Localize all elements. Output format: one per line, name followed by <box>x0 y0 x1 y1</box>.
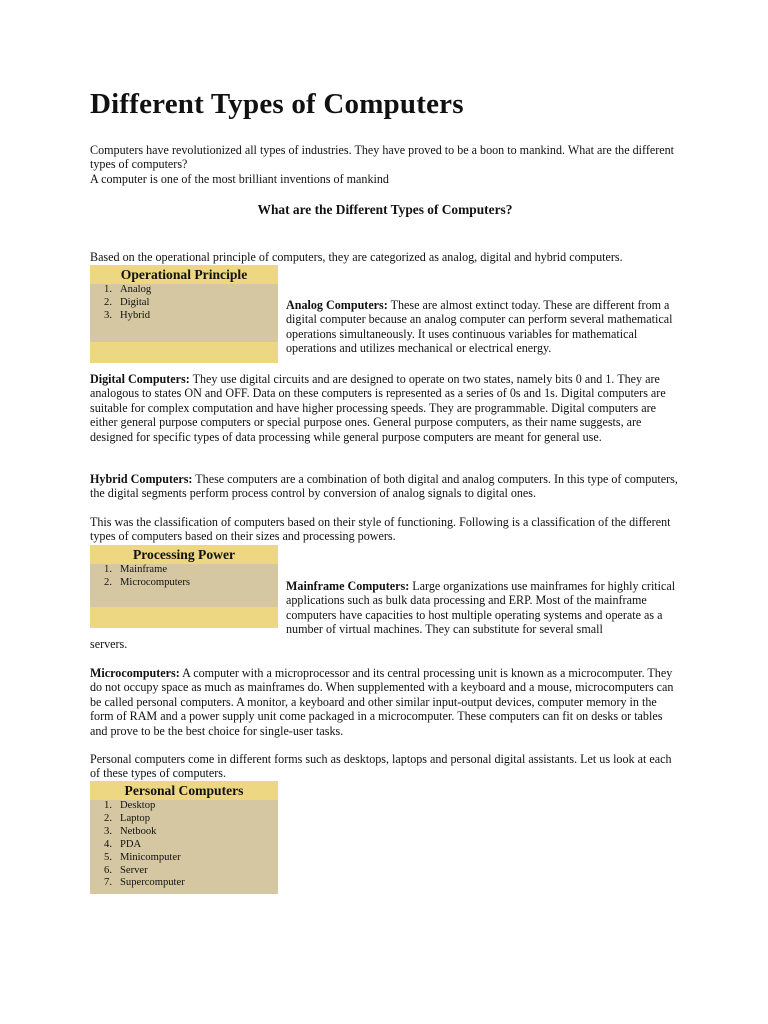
intro-line-1: Computers have revolutionized all types of industries. They have proved to be a boon to mankind. What are the different types of computers? <box>90 143 675 172</box>
operational-principle-box <box>90 265 278 363</box>
size-intro-paragraph: This was the classification of computers based on their style of functioning. Following is a classification of the different types of computers based on their sizes and processing powers. <box>90 515 671 544</box>
digital-paragraph <box>90 372 680 444</box>
list-item: 1. Desktop <box>104 800 156 811</box>
hybrid-label: Hybrid Computers: <box>90 472 193 486</box>
list-item: 7. Supercomputer <box>104 877 185 889</box>
mainframe-continued: servers. <box>90 637 128 651</box>
mainframe-paragraph <box>286 579 680 637</box>
list-item: 3. Netbook <box>104 825 157 837</box>
page-title: Different Types of Computers <box>90 88 464 120</box>
processing-power-list <box>90 564 278 590</box>
microcomputers-paragraph <box>90 666 680 738</box>
analog-label: Analog Computers: <box>286 298 388 312</box>
list-item: 1. Mainframe <box>104 564 168 575</box>
intro-line-2: A computer is one of the most brilliant inventions of mankind <box>90 171 389 186</box>
classification-intro: Based on the operational principle of computers, they are categorized as analog, digital and hybrid computers. <box>90 250 623 264</box>
box-footer-band <box>90 342 278 363</box>
hybrid-paragraph <box>90 472 680 501</box>
digital-text: They use digital circuits and are designed to operate on two states, namely bits 0 and 1. They are analogous to states ON and OFF. Data on these computers is represented as a series of 0s and 1s. Digital computers are suitable for complex computation and have higher processing speeds. They are programmable. Digital computers are either general purpose computers or special purpose ones. General purpose computers, as their name suggests, are designed for specific types of data processing while general purpose computers are meant for general use. <box>90 372 666 444</box>
mainframe-text: Large organizations use mainframes for highly critical applications such as bulk data processing and ERP. Most of the mainframe computers have capacities to host multiple operating systems and operate as a number of virtual machines. They can substitute for several small <box>286 579 676 637</box>
list-item: 6. Server <box>104 864 148 876</box>
list-item: 4. PDA <box>104 838 142 850</box>
processing-power-title: Processing Power <box>90 545 278 564</box>
list-item: 2. Microcomputers <box>104 576 191 588</box>
list-item: 2. Digital <box>104 296 150 308</box>
box-footer-band <box>90 607 278 628</box>
list-item: 2. Laptop <box>104 812 151 824</box>
mainframe-label: Mainframe Computers: <box>286 579 410 593</box>
hybrid-text: These computers are a combination of both digital and analog computers. In this type of computers, the digital segments perform process control by conversion of analog signals to digital ones. <box>90 472 678 501</box>
analog-text: These are almost extinct today. These are different from a digital computer because an analog computer can perform several mathematical operations simultaneously. It uses continuous variables for mathematical operations and utilizes mechanical or electrical energy. <box>286 298 673 356</box>
operational-principle-title: Operational Principle <box>90 265 278 284</box>
digital-label: Digital Computers: <box>90 372 190 386</box>
microcomputers-label: Microcomputers: <box>90 666 180 680</box>
personal-computers-box <box>90 781 278 894</box>
operational-principle-list <box>90 284 278 323</box>
section-heading: What are the Different Types of Computers? <box>257 202 513 217</box>
personal-intro-paragraph: Personal computers come in different forms such as desktops, laptops and personal digital assistants. Let us look at each of these types of computers. <box>90 752 672 781</box>
personal-computers-title: Personal Computers <box>90 781 278 800</box>
list-item: 3. Hybrid <box>104 309 151 321</box>
list-item: 1. Analog <box>104 284 152 295</box>
personal-computers-list <box>90 800 278 890</box>
processing-power-box <box>90 545 278 628</box>
list-item: 5. Minicomputer <box>104 851 181 863</box>
microcomputers-text: A computer with a microprocessor and its central processing unit is known as a microcomputer. They do not occupy space as much as mainframes do. When supplemented with a keyboard and a mouse, microcomputers can be called personal computers. A monitor, a keyboard and other similar input-output devices, computer memory in the form of RAM and a power supply unit come packaged in a microcomputer. These computers can fit on desks or tables and prove to be the best choice for single-user tasks. <box>90 666 674 738</box>
intro-paragraph <box>90 143 680 186</box>
analog-paragraph <box>286 298 680 356</box>
